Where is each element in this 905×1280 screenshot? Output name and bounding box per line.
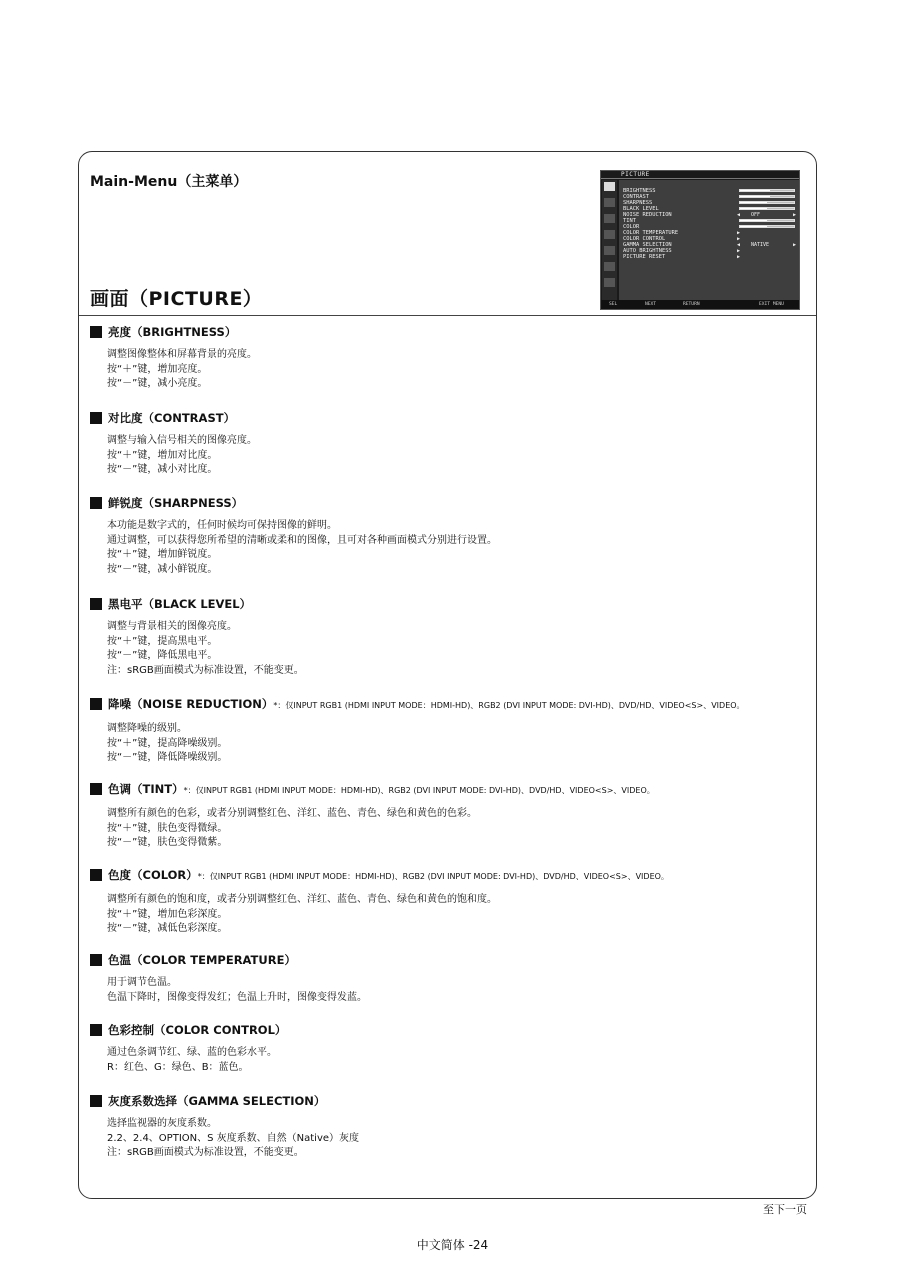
body-line: 按“－”键，减小鲜锐度。	[107, 563, 218, 575]
square-bullet-icon	[90, 783, 102, 795]
section-color-control	[90, 1022, 286, 1075]
page-number: 中文简体 -24	[416, 1238, 489, 1252]
body-line: 本功能是数字式的，任何时候均可保持图像的鲜明。	[107, 520, 337, 531]
osd-footer-next: NEXT	[645, 302, 657, 307]
body-line: 按“－”键，肤色变得微紫。	[107, 837, 228, 848]
osd-footer-return: RETURN	[683, 302, 700, 307]
osd-divider	[601, 178, 799, 179]
osd-menu-item: TINT	[623, 218, 636, 224]
submenu-arrow-icon: ▶	[737, 230, 741, 236]
section-gamma-selection	[90, 1093, 359, 1161]
submenu-arrow-icon: ▶	[737, 248, 741, 254]
osd-menu-item: COLOR CONTROL	[623, 236, 666, 242]
section-heading: 色度（COLOR）*：仅INPUT RGB1 (HDMI INPUT MODE：HDMI-HD)、RGB2 (DVI INPUT MODE: DVI-HD)、DVD/HD、VIDEO<S>、VIDEO。	[90, 867, 669, 885]
section-contrast	[90, 410, 257, 478]
body-line: 色温下降时，图像变得发红；色温上升时，图像变得发蓝。	[107, 991, 367, 1003]
square-bullet-icon	[90, 1024, 102, 1036]
osd-slider-track	[739, 219, 795, 222]
osd-header: PICTURE	[621, 171, 650, 178]
osd-slider-fill	[740, 202, 767, 203]
osd-menu-item: SHARPNESS	[623, 200, 653, 206]
body-line: 按“＋”键，增加亮度。	[107, 363, 208, 375]
section-heading: 亮度（BRIGHTNESS）	[90, 324, 257, 340]
osd-slider-fill	[740, 226, 767, 227]
osd-slider-track	[739, 201, 795, 204]
body-line: 通过调整，可以获得您所希望的清晰或柔和的图像，且可对各种画面模式分别进行设置。	[107, 534, 497, 546]
body-line: 选择监视器的灰度系数。	[107, 1118, 217, 1129]
section-heading: 鲜锐度（SHARPNESS）	[90, 495, 497, 511]
section-heading: 色彩控制（COLOR CONTROL）	[90, 1022, 286, 1038]
osd-footer-exit: EXIT MENU	[759, 302, 784, 307]
submenu-arrow-icon: ▶	[737, 236, 741, 242]
square-bullet-icon	[90, 326, 102, 338]
submenu-arrow-icon: ▶	[737, 254, 741, 260]
section-color	[90, 867, 669, 937]
osd-picture-menu	[600, 170, 800, 310]
body-line: 按“－”键，减小对比度。	[107, 464, 218, 475]
section-black-level	[90, 596, 304, 678]
square-bullet-icon	[90, 1095, 102, 1107]
body-line: 调整所有颜色的色彩，或者分别调整红色、洋红、蓝色、青色、绿色和黄色的色彩。	[107, 808, 477, 819]
square-bullet-icon	[90, 869, 102, 881]
body-line: 按“＋”键，提高黑电平。	[107, 635, 218, 647]
osd-slider-track	[739, 189, 795, 192]
square-bullet-icon	[90, 954, 102, 966]
osd-menu-item: PICTURE RESET	[623, 254, 666, 260]
osd-slider-track	[739, 195, 795, 198]
square-bullet-icon	[90, 698, 102, 710]
header-divider	[79, 315, 816, 316]
square-bullet-icon	[90, 598, 102, 610]
osd-menu-item: NOISE REDUCTION	[623, 212, 672, 218]
osd-menu-item: COLOR TEMPERATURE	[623, 230, 679, 236]
body-line: 按“＋”键，增加色彩深度。	[107, 908, 228, 920]
section-title: 画面（PICTURE）	[90, 288, 263, 310]
body-line: 调整所有颜色的饱和度，或者分别调整红色、洋红、蓝色、青色、绿色和黄色的饱和度。	[107, 894, 497, 905]
osd-slider-fill	[740, 196, 770, 197]
left-arrow-icon: ◀	[737, 212, 741, 218]
section-heading: 色调（TINT）*：仅INPUT RGB1 (HDMI INPUT MODE：HDMI-HD)、RGB2 (DVI INPUT MODE: DVI-HD)、DVD/HD、VIDEO<S>、VIDEO。	[90, 781, 655, 799]
section-heading: 色温（COLOR TEMPERATURE）	[90, 952, 367, 968]
right-arrow-icon: ▶	[793, 212, 797, 218]
osd-menu-item: COLOR	[623, 224, 640, 230]
picture-icon	[604, 182, 615, 191]
section-heading: 降噪（NOISE REDUCTION）*：仅INPUT RGB1 (HDMI INPUT MODE：HDMI-HD)、RGB2 (DVI INPUT MODE: DVI-HD)、DVD/HD、VIDEO<S>、VIDEO。	[90, 696, 745, 714]
body-line: 按“＋”键，增加对比度。	[107, 449, 218, 461]
osd-submenu	[737, 254, 799, 260]
body-line: 通过色条调节红、绿、蓝的色彩水平。	[107, 1047, 277, 1058]
section-color-temperature	[90, 952, 367, 1005]
osd-slider-fill	[740, 190, 770, 191]
osd-slider-fill	[740, 208, 767, 209]
body-line: 调整图像整体和屏幕背景的亮度。	[107, 349, 257, 360]
osd-select-value: NATIVE	[751, 242, 770, 248]
osd-control-list	[737, 188, 799, 260]
advanced-icon	[604, 262, 615, 271]
osd-footer-sel: SEL	[609, 302, 618, 307]
osd-slider-track	[739, 207, 795, 210]
body-line: 2.2、2.4、OPTION、S 灰度系数、自然（Native）灰度	[107, 1132, 360, 1144]
body-line: 注：sRGB画面模式为标准设置，不能变更。	[107, 664, 304, 676]
section-noise-reduction	[90, 696, 745, 766]
osd-menu-item: AUTO BRIGHTNESS	[623, 248, 672, 254]
osd-slider-fill	[740, 220, 767, 221]
osd-menu-item: BRIGHTNESS	[623, 188, 656, 194]
body-line: 调整与背景相关的图像亮度。	[107, 621, 237, 632]
osd-footer	[601, 300, 799, 309]
audio-icon	[604, 214, 615, 223]
osd-menu-item: CONTRAST	[623, 194, 649, 200]
body-line: 调整与输入信号相关的图像亮度。	[107, 435, 257, 446]
body-line: R：红色、G：绿色、B：蓝色。	[107, 1061, 249, 1073]
config-icon	[604, 246, 615, 255]
body-line: 调整降噪的级别。	[107, 723, 187, 734]
section-brightness	[90, 324, 257, 392]
body-line: 按“－”键，减低色彩深度。	[107, 923, 228, 934]
section-heading: 对比度（CONTRAST）	[90, 410, 257, 426]
body-line: 按“－”键，减小亮度。	[107, 378, 208, 389]
section-tint	[90, 781, 655, 851]
main-menu-title: Main-Menu（主菜单）	[90, 174, 248, 190]
osd-select-value: OFF	[751, 212, 761, 218]
osd-sidebar	[602, 180, 617, 300]
osd-body	[619, 180, 799, 300]
square-bullet-icon	[90, 412, 102, 424]
body-line: 按“＋”键，增加鲜锐度。	[107, 549, 218, 560]
osd-slider-track	[739, 225, 795, 228]
pip-icon	[604, 230, 615, 239]
left-arrow-icon: ◀	[737, 242, 741, 248]
body-line: 按“－”键，降低黑电平。	[107, 650, 218, 661]
section-heading: 黑电平（BLACK LEVEL）	[90, 596, 304, 612]
body-line: 注：sRGB画面模式为标准设置，不能变更。	[107, 1147, 304, 1158]
osd-item-list	[623, 188, 678, 260]
body-line: 按“＋”键，肤色变得微绿。	[107, 822, 228, 834]
information-icon	[604, 278, 615, 287]
osd-menu-item: GAMMA SELECTION	[623, 242, 672, 248]
body-line: 按“－”键，降低降噪级别。	[107, 752, 228, 763]
osd-menu-item: BLACK LEVEL	[623, 206, 659, 212]
square-bullet-icon	[90, 497, 102, 509]
section-sharpness	[90, 495, 497, 577]
body-line: 按“＋”键，提高降噪级别。	[107, 737, 228, 749]
next-page-label: 至下一页	[763, 1203, 807, 1216]
screen-icon	[604, 198, 615, 207]
section-heading: 灰度系数选择（GAMMA SELECTION）	[90, 1093, 359, 1109]
body-line: 用于调节色温。	[107, 977, 177, 988]
right-arrow-icon: ▶	[793, 242, 797, 248]
